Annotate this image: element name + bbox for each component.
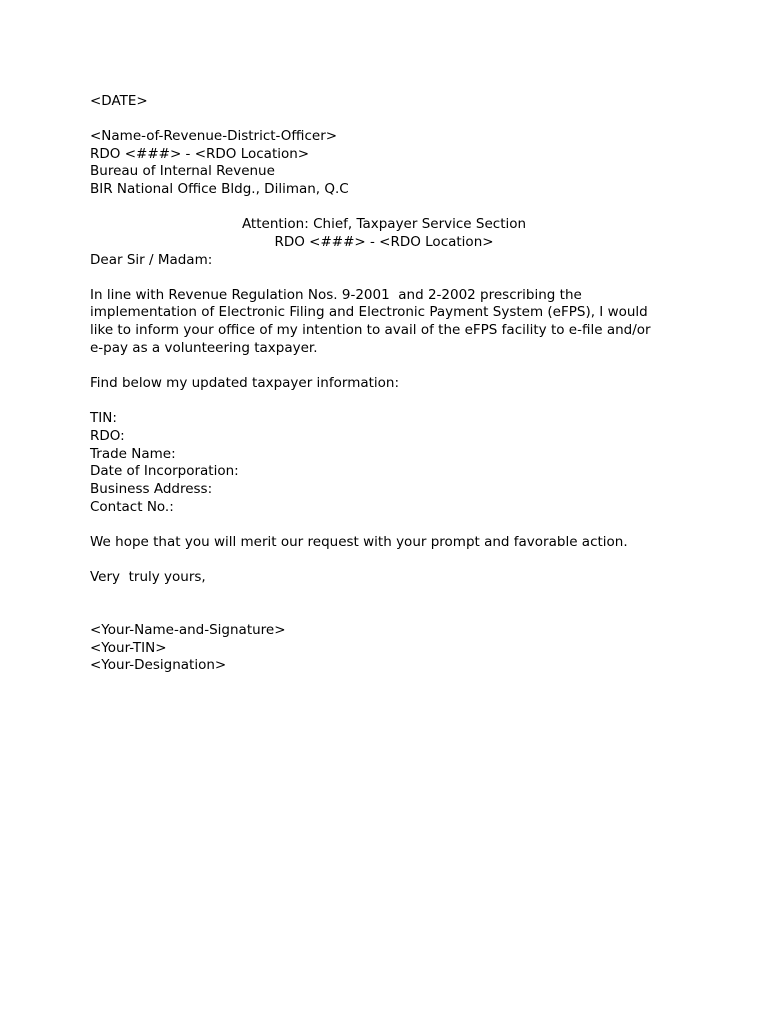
signature-designation: <Your-Designation> xyxy=(90,657,227,673)
body-paragraph-1-line-3: like to inform your office of my intention to avail of the eFPS facility to e-file and/or xyxy=(90,322,651,338)
signature-tin: <Your-TIN> xyxy=(90,640,167,656)
attention-line-2: RDO <###> - <RDO Location> xyxy=(274,234,494,250)
field-tin: TIN: xyxy=(90,410,117,426)
field-contact-no: Contact No.: xyxy=(90,499,174,515)
salutation: Dear Sir / Madam: xyxy=(90,252,213,268)
recipient-rdo: RDO <###> - <RDO Location> xyxy=(90,146,310,162)
body-paragraph-1-line-2: implementation of Electronic Filing and Electronic Payment System (eFPS), I would xyxy=(90,304,648,320)
field-business-address: Business Address: xyxy=(90,481,213,497)
body-paragraph-2: Find below my updated taxpayer information: xyxy=(90,375,400,391)
field-trade-name: Trade Name: xyxy=(90,446,176,462)
body-paragraph-1-line-4: e-pay as a volunteering taxpayer. xyxy=(90,340,318,356)
closing: Very truly yours, xyxy=(90,569,206,585)
letter-date: <DATE> xyxy=(90,93,148,109)
field-rdo: RDO: xyxy=(90,428,125,444)
recipient-name: <Name-of-Revenue-District-Officer> xyxy=(90,128,338,144)
field-date-of-incorporation: Date of Incorporation: xyxy=(90,463,239,479)
body-paragraph-1-line-1: In line with Revenue Regulation Nos. 9-2001 and 2-2002 prescribing the xyxy=(90,287,582,303)
signature-name: <Your-Name-and-Signature> xyxy=(90,622,286,638)
attention-line-1: Attention: Chief, Taxpayer Service Section xyxy=(241,216,527,232)
closing-paragraph: We hope that you will merit our request with your prompt and favorable action. xyxy=(90,534,628,550)
recipient-address: BIR National Office Bldg., Diliman, Q.C xyxy=(90,181,349,197)
recipient-agency: Bureau of Internal Revenue xyxy=(90,163,275,179)
